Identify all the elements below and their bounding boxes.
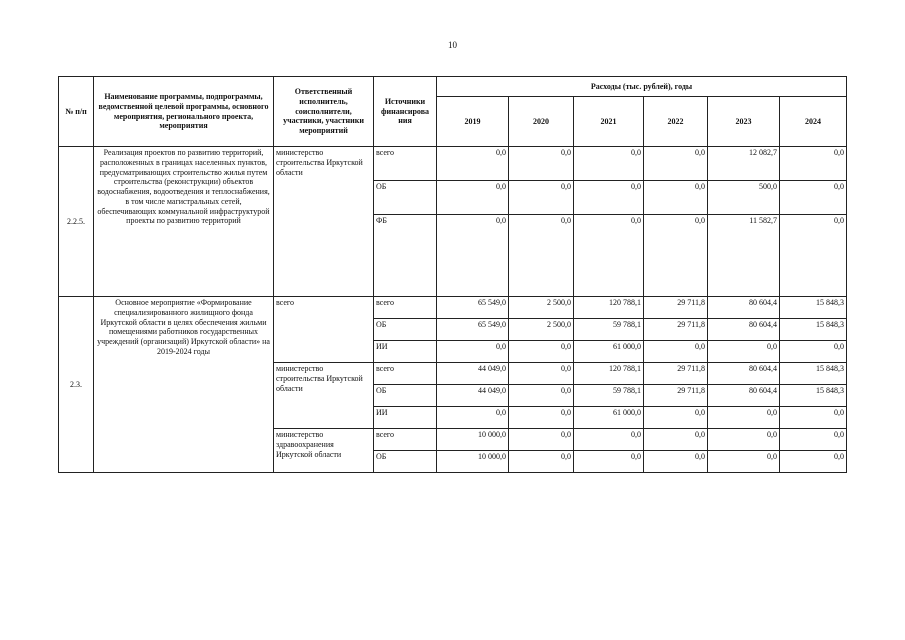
header-expenses: Расходы (тыс. рублей), годы: [437, 77, 847, 97]
value-cell: 0,0: [708, 451, 780, 473]
header-sources: Источники финансирова ния: [374, 77, 437, 147]
table-row: [59, 147, 847, 181]
header-year: 2019: [437, 97, 509, 147]
value-cell: 0,0: [509, 341, 574, 363]
value-cell: 44 049,0: [437, 363, 509, 385]
value-cell: 11 582,7: [708, 215, 780, 297]
row-source: всего: [374, 429, 437, 451]
value-cell: 120 788,1: [574, 297, 644, 319]
value-cell: 0,0: [644, 147, 708, 181]
value-cell: 0,0: [509, 407, 574, 429]
header-name: Наименование программы, подпрограммы, ведомственной целевой программы, основного мероприятия, регионального проекта, мероприятия: [94, 77, 274, 147]
value-cell: 80 604,4: [708, 363, 780, 385]
value-cell: 61 000,0: [574, 341, 644, 363]
value-cell: 0,0: [574, 451, 644, 473]
value-cell: 12 082,7: [708, 147, 780, 181]
value-cell: 80 604,4: [708, 385, 780, 407]
value-cell: 0,0: [509, 181, 574, 215]
value-cell: 0,0: [574, 215, 644, 297]
value-cell: 29 711,8: [644, 385, 708, 407]
value-cell: 0,0: [574, 429, 644, 451]
value-cell: 29 711,8: [644, 319, 708, 341]
value-cell: 65 549,0: [437, 319, 509, 341]
value-cell: 0,0: [780, 215, 847, 297]
value-cell: 0,0: [780, 451, 847, 473]
header-year: 2024: [780, 97, 847, 147]
value-cell: 0,0: [509, 429, 574, 451]
value-cell: 29 711,8: [644, 363, 708, 385]
value-cell: 0,0: [780, 341, 847, 363]
value-cell: 0,0: [644, 341, 708, 363]
value-cell: 15 848,3: [780, 319, 847, 341]
value-cell: 0,0: [509, 451, 574, 473]
value-cell: 0,0: [708, 407, 780, 429]
row-responsible: министерство строительства Иркутской области: [274, 147, 374, 297]
value-cell: 2 500,0: [509, 319, 574, 341]
row-source: ФБ: [374, 215, 437, 297]
value-cell: 0,0: [437, 407, 509, 429]
value-cell: 59 788,1: [574, 385, 644, 407]
value-cell: 10 000,0: [437, 429, 509, 451]
header-year: 2023: [708, 97, 780, 147]
page-number: 10: [448, 40, 457, 50]
row-source: всего: [374, 297, 437, 319]
value-cell: 0,0: [644, 451, 708, 473]
value-cell: 500,0: [708, 181, 780, 215]
header-number: № п/п: [59, 77, 94, 147]
value-cell: 0,0: [708, 341, 780, 363]
value-cell: 0,0: [780, 147, 847, 181]
value-cell: 0,0: [708, 429, 780, 451]
value-cell: 15 848,3: [780, 363, 847, 385]
row-responsible: министерство строительства Иркутской области: [274, 363, 374, 429]
value-cell: 29 711,8: [644, 297, 708, 319]
row-responsible: всего: [274, 297, 374, 363]
value-cell: 0,0: [509, 363, 574, 385]
row-source: ОБ: [374, 181, 437, 215]
table-row: [59, 297, 847, 319]
budget-table: [58, 76, 847, 473]
header-responsible: Ответственный исполнитель, соисполнители, участники, участники мероприятий: [274, 77, 374, 147]
row-source: ОБ: [374, 319, 437, 341]
header-year: 2022: [644, 97, 708, 147]
header-year: 2021: [574, 97, 644, 147]
value-cell: 0,0: [644, 429, 708, 451]
row-source: всего: [374, 147, 437, 181]
value-cell: 15 848,3: [780, 385, 847, 407]
row-source: ИИ: [374, 407, 437, 429]
value-cell: 0,0: [574, 181, 644, 215]
value-cell: 0,0: [574, 147, 644, 181]
value-cell: 44 049,0: [437, 385, 509, 407]
value-cell: 120 788,1: [574, 363, 644, 385]
value-cell: 0,0: [780, 429, 847, 451]
value-cell: 61 000,0: [574, 407, 644, 429]
value-cell: 15 848,3: [780, 297, 847, 319]
row-source: ИИ: [374, 341, 437, 363]
value-cell: 2 500,0: [509, 297, 574, 319]
value-cell: 0,0: [780, 181, 847, 215]
row-name: Основное мероприятие «Формирование специализированного жилищного фонда Иркутской области в целях обеспечения жильми помещениями работников государственных учреждений (организаций) Иркутской области» на 2019-2024 годы: [94, 297, 274, 473]
value-cell: 59 788,1: [574, 319, 644, 341]
value-cell: 0,0: [509, 215, 574, 297]
value-cell: 0,0: [437, 341, 509, 363]
value-cell: 0,0: [509, 385, 574, 407]
value-cell: 0,0: [644, 407, 708, 429]
value-cell: 10 000,0: [437, 451, 509, 473]
row-number: 2.2.5.: [59, 147, 94, 297]
value-cell: 80 604,4: [708, 297, 780, 319]
value-cell: 80 604,4: [708, 319, 780, 341]
value-cell: 0,0: [644, 181, 708, 215]
value-cell: 0,0: [437, 215, 509, 297]
row-source: ОБ: [374, 451, 437, 473]
header-year: 2020: [509, 97, 574, 147]
row-source: ОБ: [374, 385, 437, 407]
row-responsible: министерство здравоохранения Иркутской области: [274, 429, 374, 473]
value-cell: 0,0: [509, 147, 574, 181]
row-name: Реализация проектов по развитию территорий, расположенных в границах населенных пунктов, предусматривающих строительство жилья путем строительства (реконструкции) объектов водоснабжения, водоотведения и теплоснабжения, в том числе магистральных сетей, обеспечивающих коммунальной инфраструктурой проекты по развитию территорий: [94, 147, 274, 297]
value-cell: 0,0: [437, 181, 509, 215]
row-number: 2.3.: [59, 297, 94, 473]
row-source: всего: [374, 363, 437, 385]
value-cell: 0,0: [437, 147, 509, 181]
value-cell: 0,0: [780, 407, 847, 429]
value-cell: 65 549,0: [437, 297, 509, 319]
value-cell: 0,0: [644, 215, 708, 297]
